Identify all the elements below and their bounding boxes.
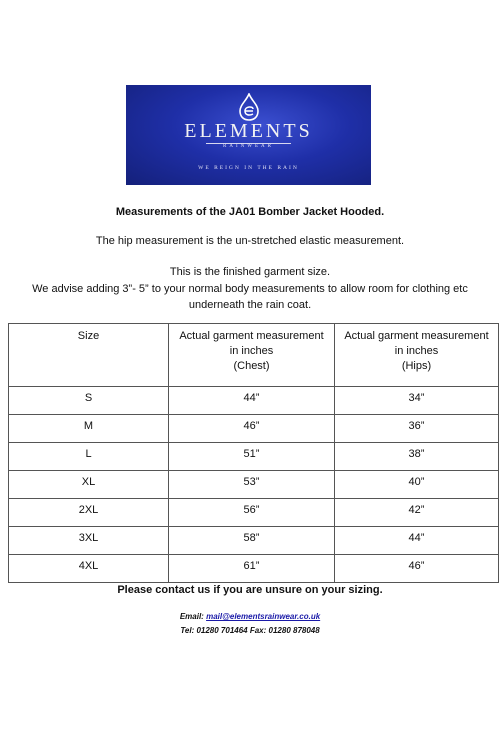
table-row [9, 443, 499, 471]
hip-note: The hip measurement is the un-stretched elastic measurement. [95, 235, 405, 247]
cell-chest: 53” [169, 471, 335, 499]
brand-logo [126, 85, 371, 185]
size-table [8, 323, 499, 583]
cell-hips: 34” [335, 387, 499, 415]
cell-hips: 42” [335, 499, 499, 527]
cell-hips: 44” [335, 527, 499, 555]
cell-size: L [9, 443, 169, 471]
cell-size: XL [9, 471, 169, 499]
cell-chest: 56” [169, 499, 335, 527]
table-row [9, 471, 499, 499]
header-chest: Actual garment measurement in inches (Chest) [169, 324, 335, 387]
cell-size: 3XL [9, 527, 169, 555]
table-row [9, 555, 499, 583]
cell-hips: 38” [335, 443, 499, 471]
page-title: Measurements of the JA01 Bomber Jacket Hooded. [115, 206, 385, 218]
cell-size: 4XL [9, 555, 169, 583]
cell-size: 2XL [9, 499, 169, 527]
email-line [0, 612, 500, 621]
cell-hips: 46” [335, 555, 499, 583]
table-row [9, 387, 499, 415]
cell-chest: 51” [169, 443, 335, 471]
email-label: Email: [179, 612, 204, 621]
advice-line-1: We advise adding 3”- 5” to your normal body measurements to allow room for clothing etc [32, 283, 468, 295]
cell-hips: 36” [335, 415, 499, 443]
cell-chest: 61” [169, 555, 335, 583]
cell-chest: 44” [169, 387, 335, 415]
cell-size: S [9, 387, 169, 415]
cell-size: M [9, 415, 169, 443]
cell-chest: 46” [169, 415, 335, 443]
advice-line-2: underneath the rain coat. [188, 299, 312, 311]
table-header-row [9, 324, 499, 387]
logo-subtitle: RAINWEAR [223, 144, 274, 149]
raindrop-e-icon [236, 93, 262, 121]
phone-line: Tel: 01280 701464 Fax: 01280 878048 [180, 626, 320, 635]
table-row [9, 415, 499, 443]
table-row [9, 527, 499, 555]
table-row [9, 499, 499, 527]
finished-note: This is the finished garment size. [169, 266, 331, 278]
header-size: Size [9, 324, 169, 387]
header-hips: Actual garment measurement in inches (Hips) [335, 324, 499, 387]
cell-chest: 58” [169, 527, 335, 555]
logo-wordmark: ELEMENTS [184, 120, 313, 142]
email-link[interactable]: mail@elementsrainwear.co.uk [206, 612, 321, 621]
contact-note: Please contact us if you are unsure on your sizing. [117, 584, 383, 596]
cell-hips: 40” [335, 471, 499, 499]
logo-tagline: WE REIGN IN THE RAIN [198, 165, 299, 171]
